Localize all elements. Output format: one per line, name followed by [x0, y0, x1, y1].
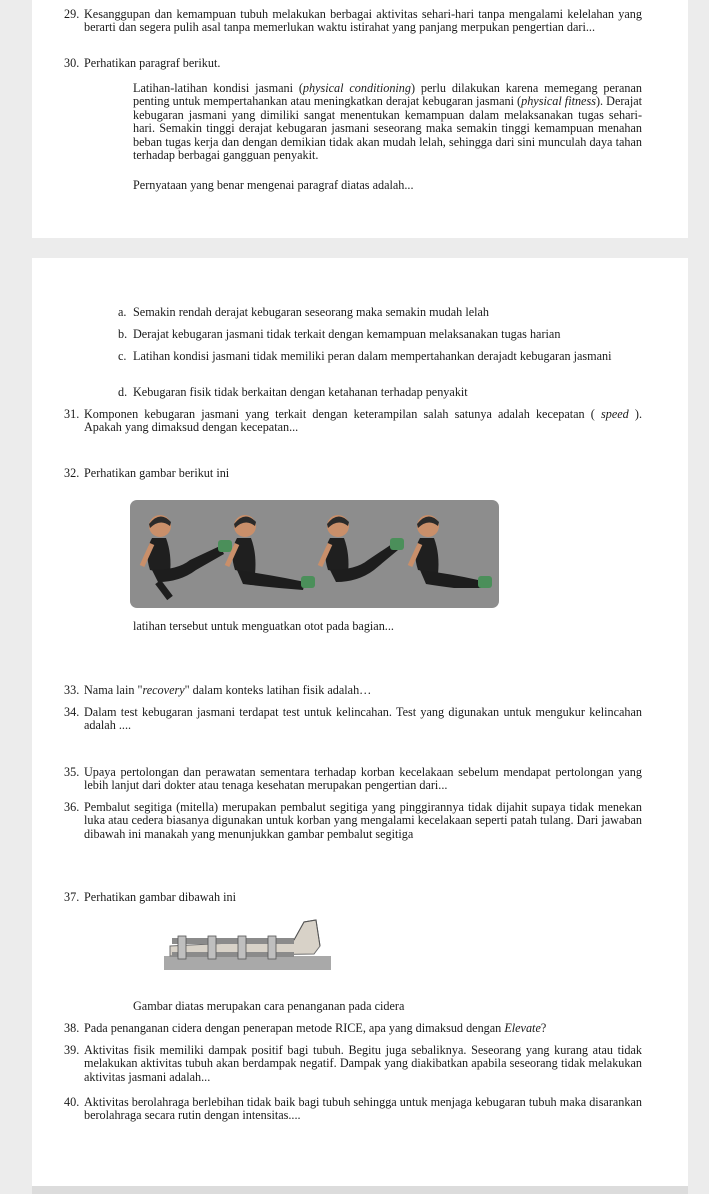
figure-1 [142, 515, 232, 598]
question-37 [64, 890, 642, 904]
question-number: 38. [64, 1021, 80, 1035]
figure-3 [320, 515, 404, 582]
page-bottom-edge [32, 1186, 688, 1194]
option-letter: a. [118, 305, 127, 319]
exercise-illustration [130, 500, 499, 608]
question-text: Pembalut segitiga (mitella) merupakan pembalut segitiga yang pinggirannya tidak dijahit supaya tidak menekan luka atau cedera biasanya digunakan untuk korban yang mengalami kecelakaan seperti patah tulang. Dari jawaban dibawah ini manakah yang menunjukkan gambar pembalut segitiga [84, 800, 642, 841]
question-40 [64, 1095, 642, 1123]
question-text: Perhatikan gambar dibawah ini [84, 890, 236, 904]
question-text: Aktivitas berolahraga berlebihan tidak baik bagi tubuh sehingga untuk menjaga kebugaran tubuh maka disarankan berolahraga secara rutin dengan intensitas.... [84, 1095, 642, 1123]
question-number: 37. [64, 890, 80, 904]
question-number: 39. [64, 1043, 80, 1057]
question-number: 35. [64, 765, 80, 779]
figure-4 [410, 515, 492, 588]
option-text: Derajat kebugaran jasmani tidak terkait dengan kemampuan melaksanakan tugas harian [133, 327, 561, 341]
leg-raise-figures [130, 500, 499, 608]
question-32-caption: latihan tersebut untuk menguatkan otot pada bagian... [133, 619, 394, 633]
question-number: 31. [64, 407, 80, 421]
question-text: Upaya pertolongan dan perawatan sementara terhadap korban kecelakaan sebelum mendapat pertolongan yang lebih lanjut dari dokter atau tenaga kesehatan merupakan pengertian dari... [84, 765, 642, 793]
figure-2 [227, 515, 315, 590]
option-text: Latihan kondisi jasmani tidak memiliki peran dalam mempertahankan derajadt kebugaran jasmani [133, 349, 612, 363]
option-d[interactable] [118, 386, 644, 399]
option-b[interactable] [118, 328, 644, 341]
question-text: Dalam test kebugaran jasmani terdapat test untuk kelincahan. Test yang digunakan untuk mengukur kelincahan adalah .... [84, 705, 642, 733]
question-36 [64, 800, 642, 841]
question-33 [64, 683, 642, 697]
question-29 [64, 7, 642, 35]
question-30-prompt: Pernyataan yang benar mengenai paragraf diatas adalah... [133, 178, 414, 192]
question-number: 36. [64, 800, 80, 814]
option-c[interactable] [118, 350, 644, 363]
question-37-caption: Gambar diatas merupakan cara penanganan pada cidera [133, 999, 405, 1013]
option-letter: b. [118, 327, 128, 341]
question-text: Perhatikan gambar berikut ini [84, 466, 230, 480]
question-number: 30. [64, 56, 80, 70]
question-text: Kesanggupan dan kemampuan tubuh melakukan berbagai aktivitas sehari-hari tanpa mengalami kelelahan yang berarti dan segera pulih asal tanpa memerlukan waktu istirahat yang panjang merpukan pengertian dari... [84, 7, 642, 35]
question-text: Pada penanganan cidera dengan penerapan metode RICE, apa yang dimaksud dengan Elevate? [84, 1021, 547, 1035]
splinted-leg [164, 916, 331, 973]
question-number: 40. [64, 1095, 80, 1109]
question-32 [64, 466, 642, 480]
question-39 [64, 1043, 642, 1084]
question-31 [64, 407, 642, 435]
question-text: Komponen kebugaran jasmani yang terkait dengan keterampilan salah satunya adalah kecepatan ( speed ). Apakah yang dimaksud dengan kecepatan... [84, 407, 642, 435]
question-text: Nama lain "recovery" dalam konteks latihan fisik adalah… [84, 683, 372, 697]
question-30-paragraph: Latihan-latihan kondisi jasmani (physical conditioning) perlu dilakukan karena memegang peranan penting untuk mempertahankan atau meningkatkan derajat kebugaran jasmani (physical fitness). Derajat kebugaran jasmani yang dimiliki sangat menentukan kemampuan dalam melaksanakan tugas sehari-hari. Semakin tinggi derajat kebugaran jasmani seseorang maka semakin tinggi kemampuan menahan beban tugas kerja dan dengan demikian tidak akan mudah lelah, sehingga dari sini munculah daya tahan terhadap berbagai gangguan penyakit. [133, 81, 643, 163]
question-number: 33. [64, 683, 80, 697]
question-number: 34. [64, 705, 80, 719]
question-number: 29. [64, 7, 80, 21]
option-a[interactable] [118, 306, 644, 319]
question-text: Aktivitas fisik memiliki dampak positif bagi tubuh. Begitu juga sebaliknya. Seseorang yang kurang atau tidak melakukan aktivitas tubuh akan berdampak negatif. Dampak yang diakibatkan apabila seseorang tidak melakukan aktivitas jasmani adalah... [84, 1043, 642, 1084]
option-letter: c. [118, 349, 127, 363]
option-text: Kebugaran fisik tidak berkaitan dengan ketahanan terhadap penyakit [133, 385, 468, 399]
option-letter: d. [118, 385, 128, 399]
option-text: Semakin rendah derajat kebugaran seseorang maka semakin mudah lelah [133, 305, 490, 319]
question-34 [64, 705, 642, 733]
question-number: 32. [64, 466, 80, 480]
splint-illustration [164, 916, 331, 973]
question-title: Perhatikan paragraf berikut. [84, 56, 221, 70]
question-30 [64, 56, 642, 70]
question-35 [64, 765, 642, 793]
question-38 [64, 1021, 642, 1035]
